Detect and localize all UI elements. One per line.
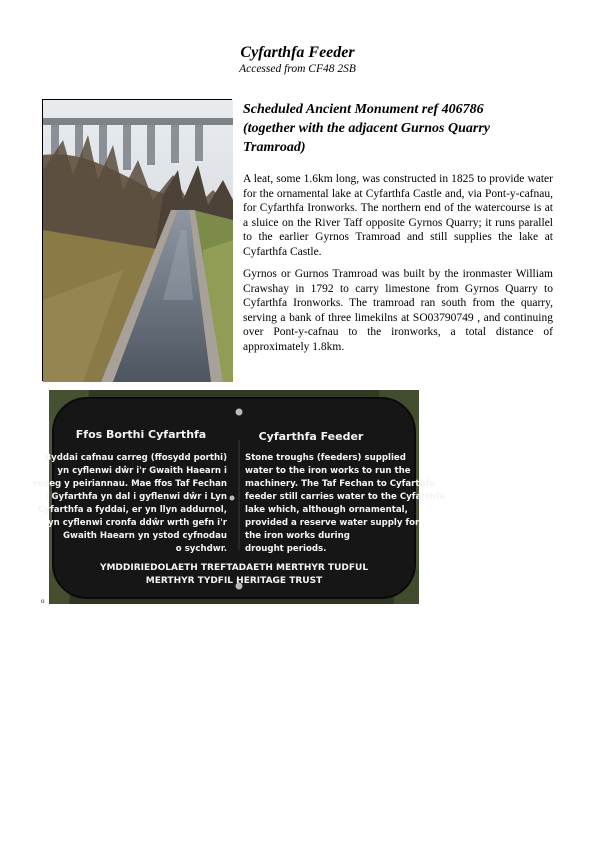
sign-english-line: water to the iron works to run the bbox=[245, 466, 411, 476]
tramroad-description: Gyrnos or Gurnos Tramroad was built by the ironmaster William Crawshay in 1792 to carry limestone from Gyrnos Quarry to Cyfarthfa Ironworks. The tramroad ran south from the quarry, serving a bank of three limekilns at SO03790749 , and continuing over Pont-y-cafnau to the ironworks, a total distance of approximately 1.8km. bbox=[243, 268, 553, 353]
sign-english-line: provided a reserve water supply for bbox=[245, 518, 420, 528]
page-subtitle: Accessed from CF48 2SB bbox=[239, 63, 356, 75]
sign-welsh-line: yn cyflenwi cronfa ddŵr wrth gefn i'r bbox=[48, 518, 227, 528]
sign-footer-english: MERTHYR TYDFIL HERITAGE TRUST bbox=[145, 576, 323, 586]
screw-icon bbox=[236, 409, 243, 416]
sign-welsh-line: redeg y peiriannau. Mae ffos Taf Fechan bbox=[32, 479, 227, 489]
sign-english-line: feeder still carries water to the Cyfarthfa bbox=[245, 492, 446, 502]
sign-welsh-line: Gwaith Haearn yn ystod cyfnodau bbox=[62, 531, 227, 541]
screw-icon bbox=[230, 496, 235, 501]
sign-english-line: the iron works during bbox=[245, 531, 350, 541]
page-title: Cyfarthfa Feeder bbox=[240, 44, 355, 61]
sign-welsh-title: Ffos Borthi Cyfarthfa bbox=[75, 428, 207, 441]
sign-welsh-line: yn cyflenwi dŵr i'r Gwaith Haearn i bbox=[57, 466, 227, 476]
sign-welsh-line: o sychdwr. bbox=[175, 544, 227, 554]
sign-english-line: lake which, although ornamental, bbox=[245, 505, 408, 515]
sign-english-line: machinery. The Taf Fechan to Cyfarthfa bbox=[245, 479, 436, 489]
heading-line: Scheduled Ancient Monument ref 406786 bbox=[243, 102, 484, 117]
sign-welsh-line: i Gyfarthfa yn dal i gyflenwi dŵr i Lyn bbox=[45, 492, 227, 502]
sign-footer-welsh: YMDDIRIEDOLAETH TREFTADAETH MERTHYR TUDFUL bbox=[99, 563, 369, 573]
heading-line: (together with the adjacent Gurnos Quarry bbox=[243, 121, 490, 136]
stray-mark: o bbox=[41, 597, 45, 605]
monument-heading bbox=[243, 100, 548, 157]
sign-welsh-line: Byddai cafnau carreg (ffosydd porthi) bbox=[44, 453, 227, 463]
heading-line: Tramroad) bbox=[243, 140, 306, 155]
feeder-channel-photo bbox=[42, 99, 232, 381]
sign-english-line: drought periods. bbox=[245, 544, 327, 554]
sign-english-title: Cyfarthfa Feeder bbox=[258, 430, 364, 443]
heritage-sign-photo bbox=[32, 390, 446, 604]
leat-description: A leat, some 1.6km long, was constructed in 1825 to provide water for the ornamental lake at Cyfarthfa Castle and, via Pont-y-cafnau, for Cyfarthfa Ironworks. The northern end of the watercourse is at a sluice on the River Taff opposite Gyrnos Quarry; it runs parallel to the earlier Gyrnos Tramroad and still supplies the lake at Cyfarthfa Castle. bbox=[243, 173, 553, 258]
sign-english-line: Stone troughs (feeders) supplied bbox=[245, 453, 406, 463]
sign-welsh-line: Cyfarthfa a fyddai, er yn llyn addurnol, bbox=[38, 505, 227, 515]
